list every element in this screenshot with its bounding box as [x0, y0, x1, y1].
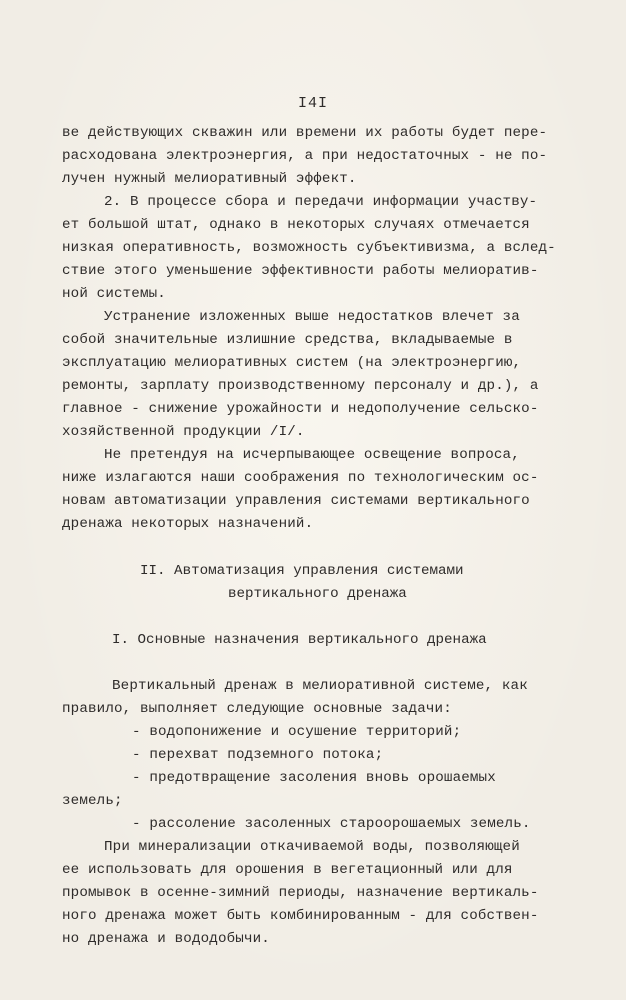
text-line: правило, выполняет следующие основные задачи: — [62, 701, 452, 717]
text-line: ной системы. — [62, 286, 166, 302]
text-line: ствие этого уменьшение эффективности работы мелиоратив- — [62, 263, 539, 279]
text-line: хозяйственной продукции /I/. — [62, 424, 305, 440]
text-line: ного дренажа может быть комбинированным - для собствен- — [62, 908, 539, 924]
text-line: ве действующих скважин или времени их работы будет пере- — [62, 125, 548, 141]
list-item: - перехват подземного потока; — [132, 747, 384, 763]
page-number: I4I — [297, 95, 328, 112]
section-heading-line2: вертикального дренажа — [228, 586, 407, 602]
text-line: Вертикальный дренаж в мелиоративной системе, как — [112, 678, 528, 694]
text-line: расходована электроэнергия, а при недостаточных - не по- — [62, 148, 548, 164]
text-line: ремонты, зарплату производственному персоналу и др.), а — [62, 378, 539, 394]
text-line: 2. В процессе сбора и передачи информации участву- — [104, 194, 538, 210]
text-line: Не претендуя на исчерпывающее освещение вопроса, — [104, 447, 520, 463]
text-line: ее использовать для орошения в вегетационный или для — [62, 862, 513, 878]
list-item: - рассоление засоленных староорошаемых земель. — [132, 816, 531, 832]
text-line: низкая оперативность, возможность субъективизма, а вслед- — [62, 240, 556, 256]
text-line: дренажа некоторых назначений. — [62, 516, 314, 532]
section-heading-line1: II. Автоматизация управления системами — [140, 563, 464, 579]
text-line: лучен нужный мелиоративный эффект. — [62, 171, 357, 187]
text-line: главное - снижение урожайности и недополучение сельско- — [62, 401, 539, 417]
text-line: собой значительные излишние средства, вкладываемые в — [62, 332, 513, 348]
text-line: Устранение изложенных выше недостатков влечет за — [104, 309, 520, 325]
text-line: ниже излагаются наши соображения по технологическим ос- — [62, 470, 539, 486]
text-line: При минерализации откачиваемой воды, позволяющей — [104, 839, 520, 855]
text-line: ет большой штат, однако в некоторых случаях отмечается — [62, 217, 530, 233]
text-line: но дренажа и вододобычи. — [62, 931, 270, 947]
text-line: новам автоматизации управления системами вертикального — [62, 493, 530, 509]
subsection-heading: I. Основные назначения вертикального дренажа — [112, 632, 487, 648]
list-item-continuation: земель; — [62, 793, 123, 809]
list-item: - водопонижение и осушение территорий; — [132, 724, 462, 740]
list-item: - предотвращение засоления вновь орошаемых — [132, 770, 496, 786]
text-line: промывок в осенне-зимний периоды, назначение вертикаль- — [62, 885, 539, 901]
text-line: эксплуатацию мелиоративных систем (на электроэнергию, — [62, 355, 522, 371]
